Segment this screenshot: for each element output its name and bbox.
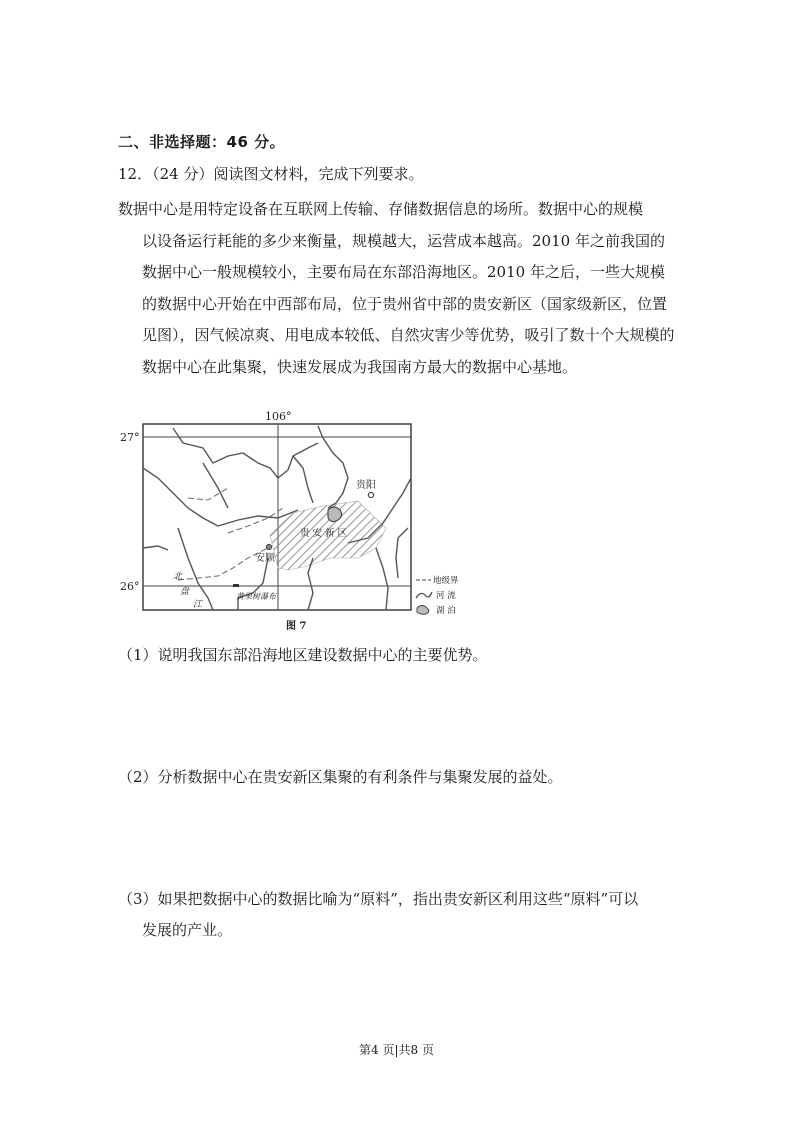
map-svg [118, 408, 470, 634]
river-icon [416, 592, 432, 598]
lake-icon [417, 606, 429, 615]
subquestion-3 [118, 884, 683, 946]
guiyang-label: 贵阳 [356, 480, 376, 491]
subquestion-text: （3）如果把数据中心的数据比喻为“原料”，指出贵安新区利用这些“原料”可以 [118, 890, 639, 908]
lake [328, 507, 342, 522]
subquestion-1 [118, 640, 683, 671]
legend-label: 河 流 [436, 591, 456, 601]
page-footer: 第4 页|共8 页 [359, 1043, 434, 1057]
figure-map [118, 408, 470, 634]
subquestion-text: （1）说明我国东部沿海地区建设数据中心的主要优势。 [118, 646, 488, 664]
map-legend [416, 575, 459, 616]
guiyang-marker [368, 492, 373, 497]
subquestion-2 [118, 762, 683, 793]
anshun-marker [266, 544, 271, 549]
guian-label: 贵 安 新 区 [300, 528, 348, 539]
anshun-label: 安顺 [255, 553, 275, 564]
river-label-jiang: 江 [193, 600, 203, 610]
question-header: 12．（24 分）阅读图文材料，完成下列要求。 [118, 165, 424, 183]
figure-caption: 图 7 [286, 621, 307, 632]
section-title: 二、非选择题：46 分。 [118, 133, 286, 151]
waterfall-label: 黄果树瀑布 [236, 592, 276, 601]
latitude-label-27: 27° [120, 431, 140, 444]
subquestion-text-continued: 发展的产业。 [142, 921, 233, 939]
legend-label: 地级界 [433, 576, 459, 586]
material-paragraph [118, 194, 678, 383]
river-label-pan: 盘 [180, 587, 190, 597]
longitude-label: 106° [265, 410, 292, 423]
legend-label: 湖 泊 [436, 606, 456, 616]
river-label-bei: 北 [173, 572, 183, 582]
waterfall-marker [233, 584, 239, 587]
subquestion-text: （2）分析数据中心在贵安新区集聚的有利条件与集聚发展的益处。 [118, 768, 563, 786]
material-first-line: 数据中心是用特定设备在互联网上传输、存储数据信息的场所。数据中心的规模 [118, 200, 644, 218]
latitude-label-26: 26° [120, 580, 140, 593]
material-rest: 以设备运行耗能的多少来衡量，规模越大，运营成本越高。2010 年之前我国的数据中心一般规模较小，主要布局在东部沿海地区。2010 年之后，一些大规模的数据中心开始在中西部布局，位于贵州省中部的贵安新区（国家级新区，位置见图），因气候凉爽、用电成本较低、自然灾害少等优势，吸引了数十个大规模的数据中心在此集聚，快速发展成为我国南方最大的数据中心基地。 [142, 231, 675, 376]
